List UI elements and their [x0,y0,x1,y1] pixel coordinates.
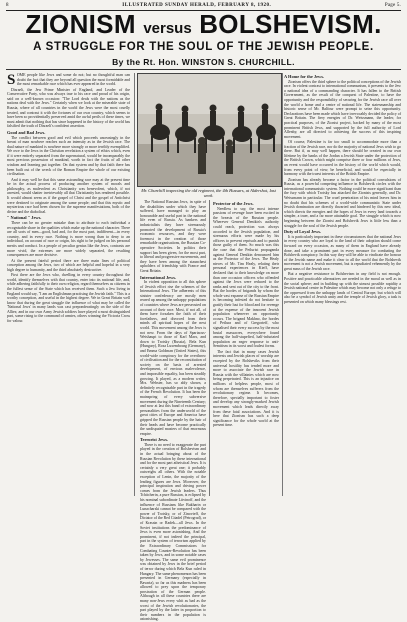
header-rule [6,69,401,70]
column-left [7,73,130,497]
center-para-2: In violent opposition to all this sphere of Jewish effort rise the schemes of the International Jews. The adherents of this sinister confederacy are mostly men reared up among the unhappy populations of countries where Jews are persecuted on account of their race. Most, if not all, of them have forsaken the faith of their forefathers, and divorced from their minds all spiritual hopes of the next world. This movement among the Jews is not new. From the days of Spartacus-Weishaupt to those of Karl Marx, and down to Trotsky (Russia), Bela Kun (Hungary), Rosa Luxembourg (Germany), and Emma Goldman (United States), this world-wide conspiracy for the overthrow of civilisation and for the reconstitution of society on the basis of arrested development, of envious malevolence, and impossible equality, has been steadily growing. It played, as a modern writer, Mrs. Webster, has so ably shown, a definitely recognisable part in the tragedy of the French Revolution. It has been the mainspring of every subversive movement during the Nineteenth Century; and now at last this band of extraordinary personalities from the underworld of the great cities of Europe and America have gripped the Russian people by the hair of their heads and have become practically the undisputed masters of that enormous empire. [140,280,206,436]
headline-part1: ZIONISM [25,9,136,39]
center-para-1: The National Russian Jews, in spite of the disabilities under which they have suffered, have managed to play an honourable and useful part in the national life even of Russia. As bankers and industrialists they have strenuously promoted the development of Russia's economic resources, and they were foremost in the creation of those remarkable organisations, the Russian Co-operative Societies. In politics their support has been given, for the most part, to liberal and progressive movements, and they have been among the staunchest upholders of friendship with France and Great Britain. [140,200,206,273]
column-center [140,200,207,622]
left-para-2: Disraeli, the Jew Prime Minister of England, and Leader of the Conservative Party, who was always true to his race and proud of his origin, said on a well-known occasion: "The Lord deals with the nations as the nations deal with the Jews." Certainly when we look at the miserable state of Russia, where of all countries in the world the Jews were the most cruelly treated, and contrast it with the fortunes of our own country, which seems to have been so providentially preserved amid the awful perils of these times, we must admit that nothing that has since happened in the history of the world has falsified the truth of Disraeli's confident assertion. [7,87,130,129]
subheading-protector: Protector of the Jews. [213,201,254,206]
drop-cap: S [7,71,16,88]
left-para-4: And it may well be that this same astounding race may at the present time be in the actual process of producing another system of morals and philosophy, as malevolent as Christianity was benevolent, which, if not arrested, would shatter irretrievably all that Christianity has rendered possible. It would almost seem as if the gospel of Christ and the gospel of Antichrist were destined to originate among the same people; and that this mystic and mysterious race had been chosen for the supreme manifestations, both of the divine and the diabolical. [7,177,130,214]
right-para-1: Zionism offers the third sphere to the political conceptions of the Jewish race. In violent contrast to international communism, it presents to the Jew a national idea of a commanding character. It has fallen to the British Government, as the result of the conquest of Palestine, to have the opportunity and the responsibility of securing for the Jewish race all over the world a home and a centre of national life. The statesmanship and historic sense of Mr. Balfour were prompt to seize this opportunity. Declarations have been made which have irrevocably decided the policy of Great Britain. The fiery energies of Dr. Weissmann, the leader, for practical purposes, of the Zionist project, backed by many of the most prominent British Jews, and supported by the full authority of Lord Allenby, are all directed to achieving the success of this inspiring movement. [284,79,401,139]
left-para-3: The conflict between good and evil which proceeds unceasingly in the breast of man nowhere reaches such an intensity as in the Jewish race. The dual nature of mankind is nowhere more strongly or more terribly exemplified. We owe to the Jews in the Christian revelation a system of ethics which, even if it were entirely separated from the supernatural, would be incomparably the most precious possession of mankind, worth in fact the fruits of all other wisdom and learning put together. On that system and by that faith there has been built out of the wreck of the Roman Empire the whole of our existing civilisation. [7,135,130,177]
news-photo [137,73,282,187]
photo-illustration [138,74,281,186]
center-para-3: There is no need to exaggerate the part played in the creation of Bolshevism and in the actual bringing about of the Russian Revolution by these international and for the most part atheistical Jews. It is certainly a very great one; it probably outweighs all others. With the notable exception of Lenin, the majority of the leading figures are Jews. Moreover, the principal inspiration and driving power comes from the Jewish leaders. Thus Tchitcherin, a pure Russian, is eclipsed by his nominal subordinate Litvinoff, and the influence of Russians like Bukharin or Lunacharski cannot be compared with the power of Trotsky, or of Zinovieff, the Dictator of the Red Citadel (Petrograd), or of Krassin or Radek—all Jews. In the Soviet institutions the predominance of Jews is even more astonishing. And the prominent, if not indeed the principal, part in the system of terrorism applied by the Extraordinary Commissions for Combating Counter-Revolution has been taken by Jews, and in some notable cases by Jewesses. The same evil prominence was obtained by Jews in the brief period of terror during which Bela Kun ruled in Hungary. The same phenomenon has been presented in Germany (especially in Bavaria), so far as this madness has been allowed to prey upon the temporary prostration of the German people. Although in all these countries there are many non-Jews every whit as bad as the worst of the Jewish revolutionaries, the part played by the latter in proportion to their numbers in the population is astonishing. [140,442,207,622]
right-para-4: It is particularly important in these circumstances that the national Jews in every country who are loyal to the land of their adoption should come forward on every occasion, as many of them in England have already done, and take a prominent part in every measure for combating the Bolshevik conspiracy. In this way they will be able to vindicate the honour of the Jewish name and make it clear to all the world that the Bolshevik movement is not a Jewish movement, but is repudiated vehemently by the great mass of the Jewish race. [284,234,401,271]
center-right-para-2: The fact that in many cases Jewish interests and Jewish places of worship are excepted by the Bolsheviks from their universal hostility has tended more and more to associate the Jewish race in Russia with the villainies which are now being perpetrated. This is an injustice on millions of helpless people, most of whom are themselves sufferers from the revolutionary regime. It becomes, therefore, specially important to foster and develop any strongly-marked Jewish movement which leads directly away from these fatal associations. And it is here that Zionism has such a deep significance for the whole world at the present time. [213,349,279,428]
photo-caption: Mr. Churchill inspecting the old regiment, the 4th Hussars, at Aldershot, last week. [141,188,276,198]
left-para-1: OME people like Jews and some do not; but no thoughtful man can doubt the fact that they are beyond all question the most formidable and the most remarkable race which has ever appeared in the world. [16,73,130,87]
column-right [284,73,401,497]
subheading-duty-of-loyal-jews: Duty of Loyal Jews. [284,229,322,235]
right-para-2: Of course, Palestine is far too small to accommodate more than a fraction of the Jewish race, nor do the majority of national Jews wish to go there. But if, as may well happen, there should be created in our own lifetime by the banks of the Jordan a Jewish State under the protection of the British Crown, which might comprise three or four millions of Jews, an event would have occurred in the history of the world which would, from every point of view, be beneficial, and would be especially in harmony with the truest interests of the British Empire. [284,140,401,177]
headline-part2: BOLSHEVISM. [199,9,382,39]
right-para-3: Zionism has already become a factor in the political convulsions of Russia, as a powerful competing influence in Bolshevik circles with the international communistic system. Nothing could be more significant than the fury with which Trotsky has attacked the Zionists generally, and Dr. Weissmann in particular. The cruel penetration of his mind leaves him in no doubt that his schemes of a world-wide communistic State under Jewish domination are directly thwarted and hindered by this new ideal, which directs the energies and the hopes of Jews in every land towards a simpler, a truer, and a far more attainable goal. The struggle which is now beginning between the Zionist and Bolshevik Jews is little less than a struggle for the soul of the Jewish people. [284,177,401,228]
subheading-good-and-bad-jews: Good and Bad Jews. [7,129,46,135]
column-center-right [213,200,279,497]
page-number-right: Page 5. [384,3,401,8]
column-divider-3 [282,73,283,496]
left-para-6: At the present fateful period there are three main lines of political conception among the Jews, two of which are helpful and hopeful in a very high degree to humanity, and the third absolutely destructive. [7,258,130,272]
column-divider-1 [134,73,135,496]
byline: By the Rt. Hon. WINSTON S. CHURCHILL. [112,57,295,67]
center-right-para-1: Needless to say, the most intense passions of revenge have been excited in the breasts of the Russian people. Wherever General Denikin's authority could reach, protection was always accorded to the Jewish population, and strenuous efforts were made by his officers to prevent reprisals and to punish those guilty of them. So much was this the case that the Petlurist propaganda against General Denikin denounced him as the Protector of the Jews. The Healy nieces of Mr. Tim Healy, relating their personal experiences in Kieff, have declared that to their knowledge on more than one occasion officers who offended against the Jews were reduced to the ranks and sent out of the city to the front. But the hordes of brigands by whom the whole vast expanse of the Russian Empire is becoming infested do not hesitate to gratify their lust for blood and for revenge at the expense of the innocent Jewish population whenever an opportunity occurs. The brigand Makhno, the hordes of Petlura and of Gregorieff, who signalised their every success by the most brutal massacres, everywhere found among the half-stupefied, half-infuriated population an eager response to anti-Semitism in its worst and foulest forms. [213,206,279,349]
page-number-left: 8 [6,3,9,8]
subheadline: A STRUGGLE FOR THE SOUL OF THE JEWISH PEOPLE. [33,41,374,53]
headline [0,11,407,42]
headline-versus: versus [143,20,192,37]
column-divider-2 [209,200,210,496]
subheading-home-for-jews: A Home for the Jews. [284,74,325,79]
subheading-national-jews: " National " Jews. [7,215,42,221]
left-para-7: First there are the Jews who, dwelling in every country throughout the world, identify themselves with that country, enter into its national life, and, while adhering faithfully to their own religion, regard themselves as citizens in the fullest sense of the State which has received them. Such a Jew living in England would say, "I am an Englishman practising the Jewish faith." This is a worthy conception, and useful in the highest degree. We in Great Britain well know that during the great struggle the influence of what may be called the 'National Jews' in many lands was cast preponderatingly on the side of the Allies; and in our own Army Jewish soldiers have played a most distinguished part, some rising to the command of armies, others winning the Victoria Cross for valour. [7,273,130,324]
left-para-5: There can be no greater mistake than to attribute to each individual a recognisable share in the qualities which make up the national character. There are all sorts of men—good, bad and, for the most part, indifferent—in every country, and in every race. Nothing is more wrong than to deny to an individual, on account of race or origin, his right to be judged on his personal merits and conduct. In a people of peculiar genius like the Jews, contrasts are more vivid, the extremes are more widely separated, the resulting consequences are more decisive. [7,221,130,258]
publication-line: ILLUSTRATED SUNDAY HERALD, FEBRUARY 8, 1920. [122,3,272,8]
subheading-international-jews: International Jews. [140,274,177,280]
right-para-5: But a negative resistance to Bolshevism in any field is not enough. Positive and practicable alternatives are needed in the moral as well as in the social sphere; and in building up with the utmost possible rapidity a Jewish national centre in Palestine which may become not only a refuge to the oppressed from the unhappy lands of Central Europe, but which will also be a symbol of Jewish unity and the temple of Jewish glory, a task is presented on which many blessings rest. [284,272,401,304]
subheading-terrorist-jews: Terrorist Jews. [140,437,169,443]
